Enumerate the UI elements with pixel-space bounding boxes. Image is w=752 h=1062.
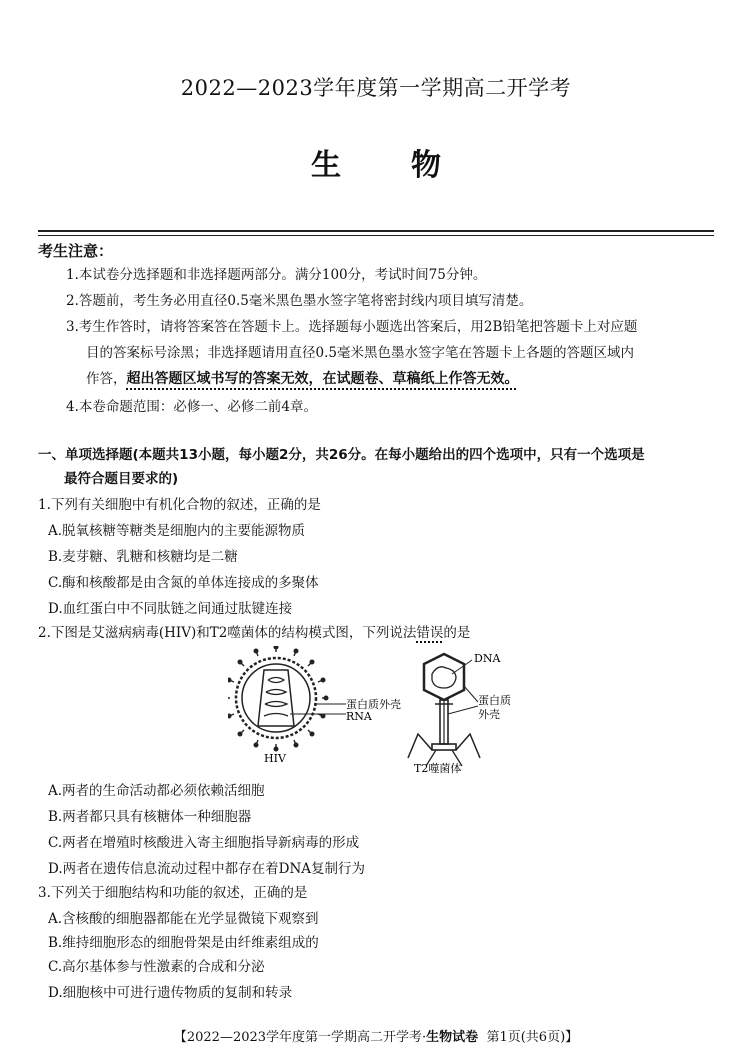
q3-option-c: C.高尔基体参与性激素的合成和分泌: [48, 959, 265, 975]
q2-option-c: C.两者在增殖时核酸进入寄主细胞指导新病毒的形成: [48, 835, 360, 851]
section-1-heading-line-1: 一、单项选择题(本题共13小题，每小题2分，共26分。在每小题给出的四个选项中，只有一个选项是: [38, 447, 645, 463]
footer-prefix: 【2022—2023学年度第一学期高二开学考·: [173, 1030, 427, 1045]
hiv-rna-label: RNA: [346, 710, 372, 723]
exam-title: 2022—2023学年度第一学期高二开学考: [180, 76, 572, 100]
notice-heading: 考生注意：: [38, 242, 114, 260]
hiv-label: HIV: [264, 752, 286, 765]
q1-option-c: C.酶和核酸都是由含氮的单体连接成的多聚体: [48, 575, 319, 591]
notice-item-1: 1.本试卷分选择题和非选择题两部分。满分100分，考试时间75分钟。: [66, 267, 487, 283]
t2-label: T2噬菌体: [414, 762, 462, 774]
virus-structure-figure: [228, 646, 528, 774]
hiv-diagram: [228, 646, 401, 765]
notice-item-3-emphasis: 超出答题区域书写的答案无效，在试题卷、草稿纸上作答无效。: [126, 371, 519, 387]
notice-item-3-line-2: 目的答案标号涂黑；非选择题请用直径0.5毫米黑色墨水签字笔在答题卡上各题的答题区域内: [86, 345, 634, 361]
notice-item-3-prefix: 作答，: [86, 371, 127, 387]
subject-char-1: 生: [311, 148, 341, 183]
hiv-protein-shell-label: 蛋白质外壳: [346, 698, 401, 711]
q3-option-b: B.维持细胞形态的细胞骨架是由纤维素组成的: [48, 935, 319, 951]
footer-subject: 生物试卷: [426, 1030, 479, 1045]
notice-item-4: 4.本卷命题范围：必修一、必修二前4章。: [66, 399, 317, 415]
t2-protein-label-line-1: 蛋白质: [478, 694, 511, 707]
q2-option-b: B.两者都只具有核糖体一种细胞器: [48, 809, 252, 825]
subject-char-2: 物: [411, 148, 441, 183]
q2-option-d: D.两者在遗传信息流动过程中都存在着DNA复制行为: [48, 861, 366, 877]
q1-stem: 1.下列有关细胞中有机化合物的叙述，正确的是: [38, 497, 321, 513]
header-divider-thick: [38, 230, 714, 232]
q2-option-a: A.两者的生命活动都必须依赖活细胞: [48, 783, 265, 799]
q1-option-b: B.麦芽糖、乳糖和核糖均是二糖: [48, 549, 238, 565]
notice-item-2: 2.答题前，考生务必用直径0.5毫米黑色墨水签字笔将密封线内项目填写清楚。: [66, 293, 533, 309]
q3-option-d: D.细胞核中可进行遗传物质的复制和转录: [48, 985, 293, 1001]
q2-stem-suffix: 的是: [443, 625, 471, 641]
footer-page-number: 第1页(共6页)】: [486, 1030, 579, 1045]
t2-dna-label: DNA: [474, 652, 501, 665]
subject-title: [0, 140, 752, 184]
section-1-heading-line-2: 最符合题目要求的): [64, 471, 179, 487]
page-footer: [0, 1026, 752, 1045]
q2-stem-emphasis: 错误: [416, 625, 444, 641]
t2-phage-diagram: [408, 652, 511, 774]
notice-item-3-line-1: 3.考生作答时，请将答案答在答题卡上。选择题每小题选出答案后，用2B铅笔把答题卡上对应题: [66, 319, 638, 335]
header-divider-thin: [38, 235, 714, 236]
q3-stem: 3.下列关于细胞结构和功能的叙述，正确的是: [38, 885, 308, 901]
q3-option-a: A.含核酸的细胞器都能在光学显微镜下观察到: [48, 911, 319, 927]
notice-item-3-line-3: [86, 370, 519, 388]
q2-stem-prefix: 2.下图是艾滋病病毒(HIV)和T2噬菌体的结构模式图，下列说法: [38, 625, 417, 641]
q2-stem: [38, 624, 470, 642]
t2-protein-label-line-2: 外壳: [478, 708, 500, 721]
q1-option-d: D.血红蛋白中不同肽链之间通过肽键连接: [48, 601, 293, 617]
q1-option-a: A.脱氧核糖等糖类是细胞内的主要能源物质: [48, 523, 306, 539]
